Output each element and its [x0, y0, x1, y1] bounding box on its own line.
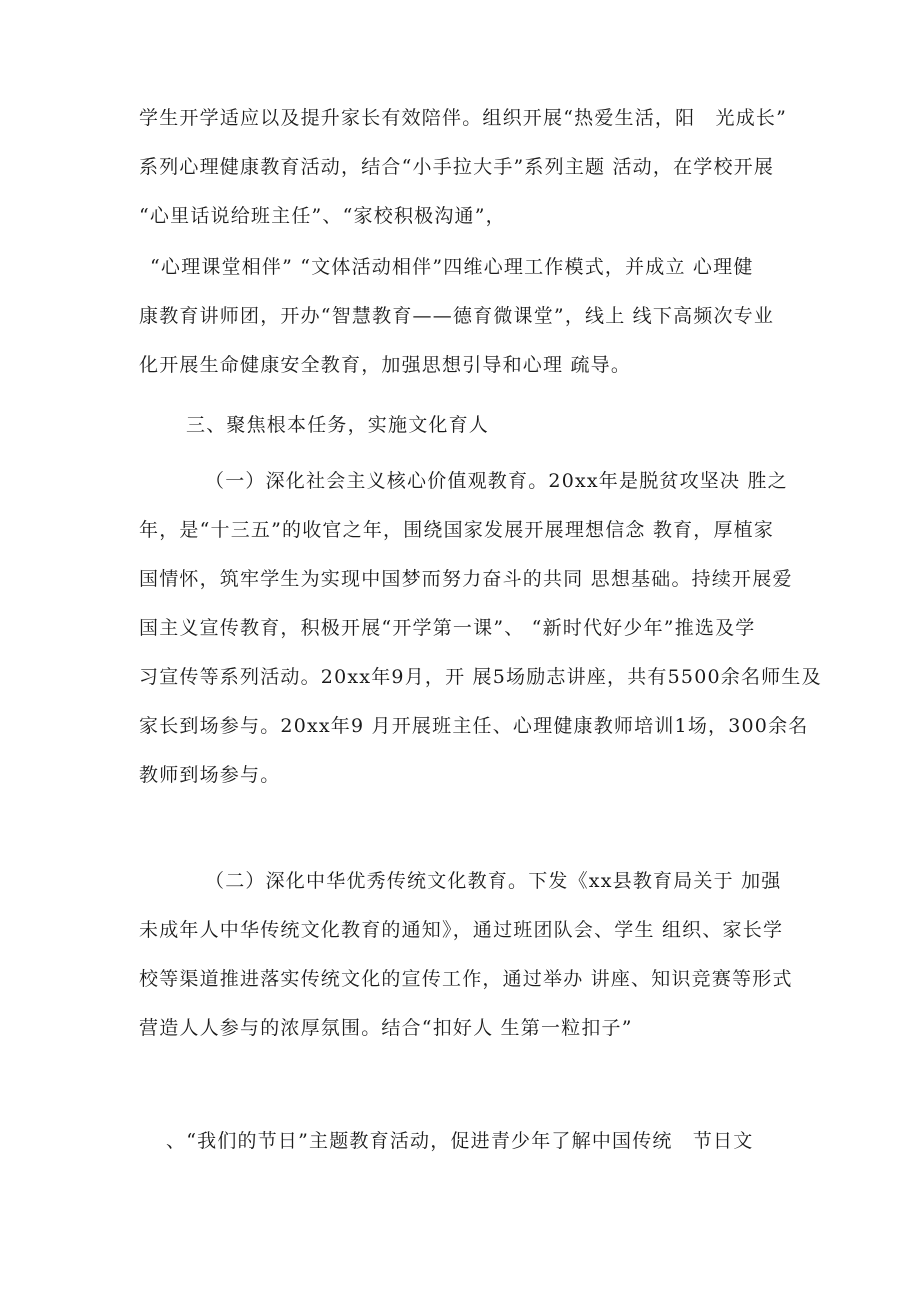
paragraph-line-3: “心里话说给班主任”、“家校积极沟通”，: [139, 205, 506, 227]
paragraph-line-6: 化开展生命健康安全教育，加强思想引导和心理 疏导。: [139, 354, 632, 376]
paragraph-line-5: 康教育讲师团，开办“智慧教育——德育微课堂”，线上 线下高频次专业: [139, 305, 775, 327]
paragraph-line-1: 学生开学适应以及提升家长有效陪伴。组织开展“热爱生活，阳 光成长”: [139, 107, 788, 129]
paragraph-line-9: 国情怀，筑牢学生为实现中国梦而努力奋斗的共同 思想基础。持续开展爱: [139, 568, 793, 590]
paragraph-line-16: 校等渠道推进落实传统文化的宣传工作，通过举办 讲座、知识竞赛等形式: [139, 968, 793, 990]
paragraph-line-15: 未成年人中华传统文化教育的通知》，通过班团队会、学生 组织、家长学: [139, 919, 784, 941]
paragraph-line-14: （二）深化中华优秀传统文化教育。下发《xx县教育局关于 加强: [205, 870, 782, 892]
paragraph-line-17: 营造人人参与的浓厚氛围。结合“扣好人 生第一粒扣子”: [139, 1017, 633, 1039]
paragraph-line-8: 年，是“十三五”的收官之年，围绕国家发展开展理想信念 教育，厚植家: [139, 519, 775, 541]
paragraph-line-4: “心理课堂相伴” “文体活动相伴”四维心理工作模式，并成立 心理健: [150, 256, 754, 278]
section-heading: 三、聚焦根本任务，实施文化育人: [186, 414, 490, 436]
paragraph-line-2: 系列心理健康教育活动，结合“小手拉大手”系列主题 活动，在学校开展: [139, 156, 775, 178]
paragraph-line-12: 家长到场参与。20xx年9 月开展班主任、心理健康教师培训1场，300余名: [139, 715, 809, 737]
paragraph-line-13: 教师到场参与。: [139, 764, 281, 786]
paragraph-line-7: （一）深化社会主义核心价值观教育。20xx年是脱贫攻坚决 胜之: [205, 470, 788, 492]
paragraph-line-10: 国主义宣传教育，积极开展“开学第一课”、 “新时代好少年”推选及学: [139, 617, 756, 639]
paragraph-line-18: 、“我们的节日”主题教育活动，促进青少年了解中国传统 节日文: [166, 1130, 754, 1152]
paragraph-line-11: 习宣传等系列活动。20xx年9月，开 展5场励志讲座，共有5500余名师生及: [139, 666, 822, 688]
